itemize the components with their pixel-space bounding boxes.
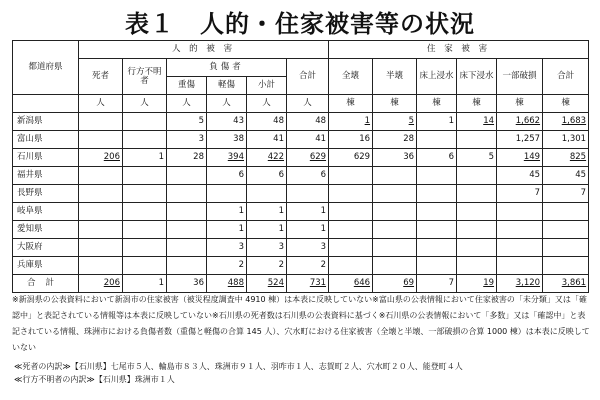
value-text: 28 — [193, 152, 204, 162]
value-cell — [79, 203, 123, 221]
prefecture-name: 大阪府 — [13, 239, 79, 257]
value-text: 3 — [320, 242, 327, 252]
value-text: 2 — [278, 260, 284, 270]
value-cell — [123, 185, 167, 203]
value-cell — [457, 221, 497, 239]
value-cell — [417, 185, 457, 203]
value-text: 7 — [448, 278, 455, 288]
value-cell — [207, 113, 247, 131]
prefecture-name: 福井県 — [13, 167, 79, 185]
value-cell — [329, 257, 373, 275]
value-cell — [497, 167, 543, 185]
value-text: 1 — [238, 206, 244, 216]
prefecture-name: 長野県 — [13, 185, 79, 203]
value-cell — [417, 149, 457, 167]
value-cell — [373, 203, 417, 221]
value-cell — [497, 185, 543, 203]
value-cell — [543, 275, 589, 293]
table-row — [13, 149, 589, 167]
value-text: 1 — [278, 206, 284, 216]
value-cell — [123, 275, 167, 293]
unit-cell: 棟 — [373, 95, 417, 113]
table-row — [13, 167, 589, 185]
value-cell — [79, 167, 123, 185]
value-text: 629 — [309, 152, 327, 162]
prefecture-name: 岐阜県 — [13, 203, 79, 221]
value-cell — [247, 185, 287, 203]
value-cell — [79, 221, 123, 239]
value-cell — [287, 203, 329, 221]
value-cell — [123, 149, 167, 167]
value-cell — [123, 203, 167, 221]
value-cell — [247, 203, 287, 221]
header-injured-minor: 軽傷 — [207, 77, 247, 95]
value-cell — [497, 149, 543, 167]
value-text: 3,861 — [561, 278, 587, 288]
unit-cell: 人 — [247, 95, 287, 113]
value-cell — [167, 185, 207, 203]
value-text: 16 — [359, 134, 371, 144]
header-missing: 行方不明者 — [123, 59, 167, 95]
value-cell — [167, 131, 207, 149]
value-cell — [417, 275, 457, 293]
value-cell — [543, 239, 589, 257]
value-cell — [287, 167, 329, 185]
value-text: 6 — [448, 152, 455, 162]
value-cell — [457, 149, 497, 167]
value-text: 1 — [448, 116, 455, 126]
value-text: 1,662 — [515, 116, 541, 126]
value-cell — [329, 275, 373, 293]
value-cell — [207, 239, 247, 257]
dead-breakdown: ≪死者の内訳≫【石川県】七尾市５人、輪島市８３人、珠洲市９１人、羽咋市１人、志賀町２人、穴水町２０人、能登町４人 — [14, 362, 463, 371]
value-cell — [373, 113, 417, 131]
header-flood-below: 床下浸水 — [457, 59, 497, 95]
value-cell — [167, 239, 207, 257]
value-text: 149 — [523, 152, 541, 162]
value-cell — [123, 113, 167, 131]
value-cell — [79, 257, 123, 275]
value-text: 3 — [278, 242, 284, 252]
units-row — [13, 95, 589, 113]
value-cell — [123, 221, 167, 239]
value-cell — [329, 203, 373, 221]
value-cell — [287, 275, 329, 293]
unit-cell: 棟 — [457, 95, 497, 113]
value-cell — [373, 185, 417, 203]
value-cell — [543, 131, 589, 149]
value-cell — [497, 221, 543, 239]
value-cell — [329, 185, 373, 203]
header-human-total: 合計 — [287, 59, 329, 95]
value-cell — [167, 221, 207, 239]
value-cell — [497, 239, 543, 257]
value-cell — [497, 275, 543, 293]
value-text: 28 — [403, 134, 415, 144]
table-row — [13, 185, 589, 203]
page-title: 表１ 人的・住家被害等の状況 — [125, 10, 475, 38]
value-cell — [543, 221, 589, 239]
value-text: 1 — [158, 152, 164, 162]
value-cell — [287, 113, 329, 131]
header-dead: 死者 — [79, 59, 123, 95]
value-cell — [167, 275, 207, 293]
value-cell — [457, 239, 497, 257]
value-text: 41 — [315, 134, 327, 144]
value-cell — [123, 239, 167, 257]
value-cell — [79, 185, 123, 203]
value-text: 2 — [238, 260, 244, 270]
value-text: 3,120 — [515, 278, 541, 288]
value-cell — [207, 167, 247, 185]
header-full-destroy: 全壊 — [329, 59, 373, 95]
value-cell — [497, 113, 543, 131]
value-cell — [123, 257, 167, 275]
value-cell — [329, 239, 373, 257]
value-cell — [247, 239, 287, 257]
value-cell — [287, 239, 329, 257]
value-cell — [123, 131, 167, 149]
value-cell — [79, 275, 123, 293]
value-cell — [247, 149, 287, 167]
unit-cell: 人 — [123, 95, 167, 113]
value-cell — [287, 185, 329, 203]
value-cell — [457, 203, 497, 221]
value-cell — [287, 257, 329, 275]
value-cell — [543, 203, 589, 221]
value-text: 488 — [227, 278, 244, 288]
value-text: 5 — [198, 116, 204, 126]
value-text: 41 — [273, 134, 284, 144]
value-text: 7 — [580, 188, 587, 198]
value-cell — [417, 113, 457, 131]
value-text: 394 — [227, 152, 244, 162]
value-text: 646 — [353, 278, 371, 288]
value-text: 3 — [238, 242, 244, 252]
value-cell — [417, 203, 457, 221]
value-cell — [457, 113, 497, 131]
value-text: 6 — [278, 170, 284, 180]
damage-table — [12, 40, 589, 293]
value-cell — [543, 149, 589, 167]
value-cell — [207, 149, 247, 167]
header-flood-above: 床上浸水 — [417, 59, 457, 95]
value-text: 5 — [408, 116, 415, 126]
header-group-injured: 負傷者 — [167, 59, 287, 77]
value-cell — [287, 131, 329, 149]
header-prefecture: 都道府県 — [13, 41, 79, 95]
value-cell — [329, 167, 373, 185]
value-cell — [417, 257, 457, 275]
value-cell — [329, 131, 373, 149]
total-row — [13, 275, 589, 293]
breakdown — [14, 360, 590, 386]
value-text: 5 — [488, 152, 495, 162]
value-text: 45 — [529, 170, 541, 180]
unit-cell: 棟 — [497, 95, 543, 113]
value-cell — [79, 131, 123, 149]
header-injured-subtotal: 小計 — [247, 77, 287, 95]
header-injured-serious: 重傷 — [167, 77, 207, 95]
value-cell — [207, 203, 247, 221]
value-text: 1,257 — [515, 134, 541, 144]
value-text: 48 — [315, 116, 327, 126]
table-body — [13, 95, 589, 293]
value-text: 38 — [233, 134, 244, 144]
unit-cell: 人 — [79, 95, 123, 113]
value-cell — [543, 113, 589, 131]
value-cell — [417, 221, 457, 239]
value-cell — [329, 113, 373, 131]
value-text: 6 — [320, 170, 327, 180]
value-cell — [457, 185, 497, 203]
value-cell — [373, 149, 417, 167]
value-cell — [543, 185, 589, 203]
value-cell — [167, 257, 207, 275]
value-text: 629 — [353, 152, 371, 162]
value-text: 1 — [320, 224, 327, 234]
value-text: 45 — [575, 170, 587, 180]
prefecture-name: 兵庫県 — [13, 257, 79, 275]
value-text: 19 — [483, 278, 495, 288]
value-cell — [247, 275, 287, 293]
value-text: 422 — [267, 152, 284, 162]
value-cell — [543, 167, 589, 185]
prefecture-name: 愛知県 — [13, 221, 79, 239]
value-cell — [497, 203, 543, 221]
value-cell — [457, 275, 497, 293]
unit-cell-blank — [13, 95, 79, 113]
value-cell — [247, 167, 287, 185]
value-text: 1 — [278, 224, 284, 234]
value-cell — [373, 275, 417, 293]
value-text: 1 — [364, 116, 371, 126]
value-cell — [287, 149, 329, 167]
value-cell — [79, 239, 123, 257]
header-half-destroy: 半壊 — [373, 59, 417, 95]
unit-cell: 人 — [207, 95, 247, 113]
value-cell — [79, 149, 123, 167]
value-text: 14 — [483, 116, 495, 126]
value-cell — [457, 257, 497, 275]
value-text: 1 — [158, 278, 164, 288]
table-row — [13, 257, 589, 275]
value-cell — [167, 167, 207, 185]
missing-breakdown: ≪行方不明者の内訳≫【石川県】珠洲市１人 — [14, 375, 175, 384]
prefecture-name: 新潟県 — [13, 113, 79, 131]
unit-cell: 棟 — [417, 95, 457, 113]
value-text: 1 — [320, 206, 327, 216]
value-text: 7 — [534, 188, 541, 198]
unit-cell: 棟 — [543, 95, 589, 113]
value-text: 36 — [403, 152, 415, 162]
header-group-housing: 住 家 被 害 — [329, 41, 589, 59]
header-group-human: 人 的 被 害 — [79, 41, 329, 59]
value-cell — [207, 131, 247, 149]
value-cell — [417, 239, 457, 257]
value-cell — [373, 257, 417, 275]
value-cell — [373, 167, 417, 185]
value-text: 48 — [273, 116, 284, 126]
table-row — [13, 239, 589, 257]
value-text: 69 — [403, 278, 415, 288]
value-cell — [457, 167, 497, 185]
prefecture-name: 富山県 — [13, 131, 79, 149]
notes — [12, 292, 590, 356]
value-cell — [79, 113, 123, 131]
header-partial-damage: 一部破損 — [497, 59, 543, 95]
value-text: 825 — [569, 152, 587, 162]
value-text: 1 — [238, 224, 244, 234]
table-row — [13, 131, 589, 149]
value-cell — [207, 257, 247, 275]
table-row — [13, 113, 589, 131]
value-cell — [287, 221, 329, 239]
value-text: 206 — [103, 278, 120, 288]
value-cell — [207, 275, 247, 293]
value-text: 2 — [320, 260, 327, 270]
value-cell — [543, 257, 589, 275]
total-label: 合計 — [13, 275, 79, 293]
value-cell — [497, 257, 543, 275]
value-text: 731 — [309, 278, 327, 288]
value-text: 1,301 — [561, 134, 587, 144]
value-cell — [373, 239, 417, 257]
value-text: 6 — [238, 170, 244, 180]
value-cell — [329, 149, 373, 167]
value-cell — [417, 167, 457, 185]
value-cell — [167, 149, 207, 167]
value-cell — [457, 131, 497, 149]
value-text: 524 — [267, 278, 284, 288]
value-cell — [373, 131, 417, 149]
value-text: 1,683 — [561, 116, 587, 126]
value-text: 36 — [193, 278, 204, 288]
value-cell — [329, 221, 373, 239]
unit-cell: 人 — [167, 95, 207, 113]
header-housing-total: 合計 — [543, 59, 589, 95]
value-cell — [207, 221, 247, 239]
unit-cell: 人 — [287, 95, 329, 113]
value-cell — [247, 221, 287, 239]
table-row — [13, 203, 589, 221]
value-cell — [497, 131, 543, 149]
value-cell — [207, 185, 247, 203]
value-cell — [247, 257, 287, 275]
unit-cell: 棟 — [329, 95, 373, 113]
value-cell — [247, 131, 287, 149]
value-text: 43 — [233, 116, 244, 126]
prefecture-name: 石川県 — [13, 149, 79, 167]
table-row — [13, 221, 589, 239]
value-cell — [373, 221, 417, 239]
notes-text: ※新潟県の公表資料において新潟市の住家被害（被災程度調査中 4910 棟）は本表に反映していない※富山県の公表情報において住家被害の「未分類」又は「確認中」と表記されている情報等は本表に反映していない※石川県の死者数は石川県の公表資料に基づく※石川県の公表情報において「多数」又は「確認中」と表記されている情報、珠洲市における負傷者数（重傷と軽傷の合算 145 人）、穴水町における住家被害（全壊と半壊、一部破損の合算 1000 棟）は本表に反映していない — [12, 295, 590, 352]
value-cell — [123, 167, 167, 185]
value-cell — [417, 131, 457, 149]
value-cell — [167, 113, 207, 131]
value-text: 3 — [198, 134, 204, 144]
value-cell — [247, 113, 287, 131]
value-cell — [167, 203, 207, 221]
value-text: 206 — [103, 152, 120, 162]
